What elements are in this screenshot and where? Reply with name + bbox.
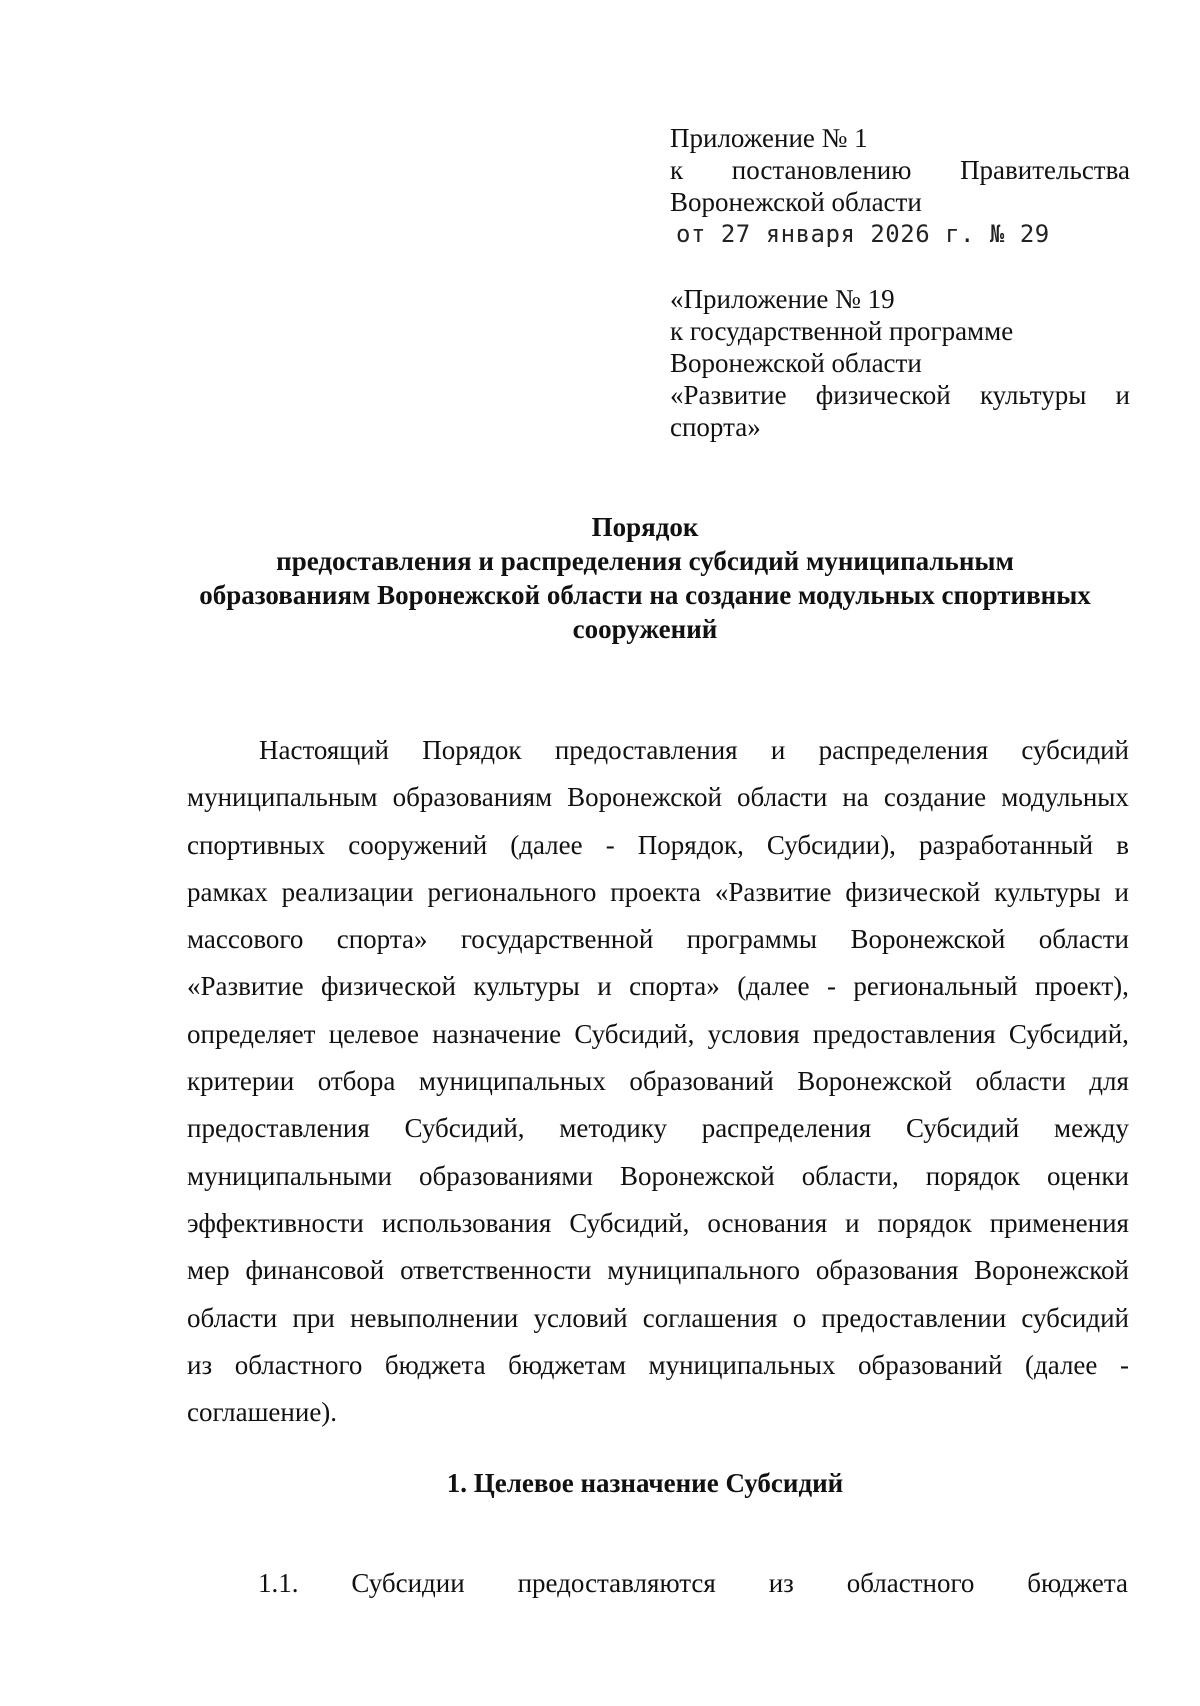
word: области bbox=[187, 1302, 278, 1333]
word: регионального bbox=[427, 876, 597, 907]
word: порядок bbox=[925, 1160, 1020, 1191]
word: о bbox=[792, 1302, 807, 1333]
word: к bbox=[670, 155, 684, 185]
word: - bbox=[605, 829, 615, 860]
word: бюджета bbox=[384, 1349, 486, 1380]
word: и bbox=[1115, 380, 1130, 410]
word: Субсидии bbox=[351, 1568, 465, 1598]
word: оценки bbox=[1046, 1160, 1129, 1191]
word: массового bbox=[187, 924, 304, 955]
word: образований bbox=[857, 1349, 1003, 1380]
word: субсидий bbox=[1021, 735, 1129, 765]
word: спортивных bbox=[187, 829, 326, 860]
word: культуры bbox=[473, 971, 580, 1002]
word: предоставления bbox=[187, 1113, 370, 1144]
preamble-line bbox=[187, 1105, 1129, 1152]
word: Субсидий, bbox=[569, 1207, 690, 1238]
word: (далее bbox=[510, 829, 583, 860]
word: областного bbox=[234, 1349, 363, 1380]
clause-1-1 bbox=[258, 1566, 1128, 1600]
word: муниципальными bbox=[187, 1160, 392, 1191]
preamble-line bbox=[187, 822, 1129, 869]
word: использования bbox=[381, 1207, 552, 1238]
word: и bbox=[770, 735, 786, 765]
word: отбора bbox=[317, 1066, 396, 1097]
document-title bbox=[150, 510, 1140, 646]
appendix-19-program-name bbox=[670, 379, 1130, 411]
word: мер bbox=[187, 1255, 230, 1286]
word: основания bbox=[707, 1207, 828, 1238]
word: области bbox=[975, 1066, 1066, 1097]
preamble-line bbox=[187, 1011, 1129, 1058]
word: создание bbox=[883, 782, 987, 813]
word: образований bbox=[629, 1066, 774, 1097]
title-line-1: Порядок bbox=[591, 512, 699, 542]
word: проект), bbox=[1034, 971, 1129, 1002]
word: Воронежской bbox=[850, 924, 1006, 955]
word: области bbox=[737, 782, 828, 813]
word: и bbox=[597, 971, 612, 1002]
word: Настоящий bbox=[259, 735, 390, 765]
word: предоставления bbox=[554, 735, 738, 765]
word: определяет bbox=[187, 1018, 316, 1049]
word: распределения bbox=[701, 1113, 872, 1144]
word: порядок bbox=[877, 1207, 972, 1238]
preamble-line bbox=[187, 727, 1129, 774]
word: - bbox=[827, 971, 836, 1002]
appendix-19-title: «Приложение № 19 bbox=[670, 284, 895, 314]
word: «Развитие bbox=[187, 971, 304, 1002]
word: целевое bbox=[328, 1018, 419, 1049]
word: физической bbox=[321, 971, 456, 1002]
appendix-1-resolution bbox=[670, 154, 1130, 186]
word: образованиям bbox=[392, 782, 553, 813]
preamble-paragraph bbox=[187, 727, 1129, 1436]
word: программы bbox=[686, 924, 818, 955]
word: при bbox=[292, 1302, 335, 1333]
preamble-line bbox=[187, 1058, 1129, 1105]
word: культуры bbox=[979, 380, 1087, 410]
word: муниципального bbox=[607, 1255, 800, 1286]
word: образования bbox=[815, 1255, 959, 1286]
word: Субсидий, bbox=[404, 1113, 525, 1144]
word: постановлению bbox=[731, 155, 912, 185]
word: области bbox=[1038, 924, 1129, 955]
word: спорта» bbox=[336, 924, 428, 955]
word: из bbox=[187, 1349, 213, 1380]
word: соглашения bbox=[642, 1302, 778, 1333]
word: предоставляются bbox=[517, 1568, 716, 1598]
preamble-line: соглашение). bbox=[187, 1397, 338, 1428]
word: из bbox=[768, 1568, 794, 1598]
word: Воронежской bbox=[619, 1160, 775, 1191]
word: рамках bbox=[187, 876, 268, 907]
word: и bbox=[845, 1207, 860, 1238]
word: физической bbox=[815, 380, 951, 410]
preamble-line bbox=[187, 1295, 1129, 1342]
appendix-19-program: к государственной программе bbox=[670, 316, 1014, 346]
word: областного bbox=[846, 1568, 975, 1598]
preamble-line bbox=[187, 1247, 1129, 1294]
word: Воронежской bbox=[797, 1066, 953, 1097]
preamble-line bbox=[187, 916, 1129, 963]
word: сооружений bbox=[348, 829, 488, 860]
word: (далее bbox=[1025, 1349, 1098, 1380]
word: в bbox=[1116, 829, 1129, 860]
word: между bbox=[1054, 1113, 1129, 1144]
word: предоставлении bbox=[821, 1302, 1007, 1333]
word: физической bbox=[845, 876, 981, 907]
title-line-3: образованиям Воронежской области на создание модульных спортивных bbox=[199, 580, 1091, 610]
section-1-heading: 1. Целевое назначение Субсидий bbox=[446, 1468, 844, 1498]
word: Правительства bbox=[960, 155, 1130, 185]
word: бюджета bbox=[1027, 1568, 1128, 1598]
word: условий bbox=[533, 1302, 628, 1333]
word: проекта bbox=[610, 876, 701, 907]
word: Субсидий bbox=[905, 1113, 1020, 1144]
word: региональный bbox=[853, 971, 1018, 1002]
word: ответственности bbox=[400, 1255, 592, 1286]
word: реализации bbox=[281, 876, 414, 907]
word: - bbox=[1119, 1349, 1129, 1380]
title-line-4: сооружений bbox=[572, 614, 718, 644]
word: финансовой bbox=[245, 1255, 385, 1286]
word: предоставления bbox=[812, 1018, 996, 1049]
word: условия bbox=[707, 1018, 800, 1049]
appendix-1-title: Приложение № 1 bbox=[670, 123, 868, 153]
word: области, bbox=[801, 1160, 899, 1191]
word: Воронежской bbox=[974, 1255, 1129, 1286]
appendix-19-header bbox=[670, 283, 1130, 443]
preamble-line bbox=[187, 1342, 1129, 1389]
word: модульных bbox=[1001, 782, 1129, 813]
word: критерии bbox=[187, 1066, 295, 1097]
word: культуры bbox=[994, 876, 1101, 907]
word: «Развитие bbox=[670, 380, 787, 410]
word: и bbox=[1114, 876, 1129, 907]
word: спорта» bbox=[629, 971, 720, 1002]
word: невыполнении bbox=[350, 1302, 519, 1333]
word: бюджетам bbox=[508, 1349, 626, 1380]
word: Субсидии), bbox=[766, 829, 896, 860]
word: Порядок, bbox=[637, 829, 744, 860]
word: на bbox=[842, 782, 869, 813]
appendix-1-date-number: от 27 января 2026 г. № 29 bbox=[676, 220, 1050, 248]
word: субсидий bbox=[1021, 1302, 1129, 1333]
preamble-line bbox=[187, 1153, 1129, 1200]
word: распределения bbox=[818, 735, 989, 765]
word: 1.1. bbox=[258, 1568, 299, 1598]
word: разработанный bbox=[919, 829, 1094, 860]
preamble-line bbox=[187, 869, 1129, 916]
word: образованиями bbox=[418, 1160, 593, 1191]
word: назначение bbox=[432, 1018, 562, 1049]
preamble-line bbox=[187, 963, 1129, 1010]
word: «Развитие bbox=[714, 876, 832, 907]
word: Субсидий, bbox=[574, 1018, 695, 1049]
word: для bbox=[1089, 1066, 1129, 1097]
word: муниципальных bbox=[648, 1349, 836, 1380]
appendix-1-region: Воронежской области bbox=[670, 187, 922, 217]
word: Субсидий, bbox=[1008, 1018, 1129, 1049]
appendix-1-header bbox=[670, 122, 1130, 250]
word: муниципальных bbox=[418, 1066, 606, 1097]
title-line-2: предоставления и распределения субсидий муниципальным bbox=[276, 546, 1014, 576]
appendix-19-region: Воронежской области bbox=[670, 348, 922, 378]
word: государственной bbox=[460, 924, 654, 955]
word: методику bbox=[559, 1113, 667, 1144]
word: Воронежской bbox=[567, 782, 722, 813]
preamble-line bbox=[187, 774, 1129, 821]
word: применения bbox=[989, 1207, 1129, 1238]
appendix-19-program-name-end: спорта» bbox=[670, 412, 761, 442]
word: эффективности bbox=[187, 1207, 364, 1238]
word: Порядок bbox=[422, 735, 522, 765]
word: (далее bbox=[737, 971, 810, 1002]
word: муниципальным bbox=[187, 782, 378, 813]
preamble-line bbox=[187, 1200, 1129, 1247]
